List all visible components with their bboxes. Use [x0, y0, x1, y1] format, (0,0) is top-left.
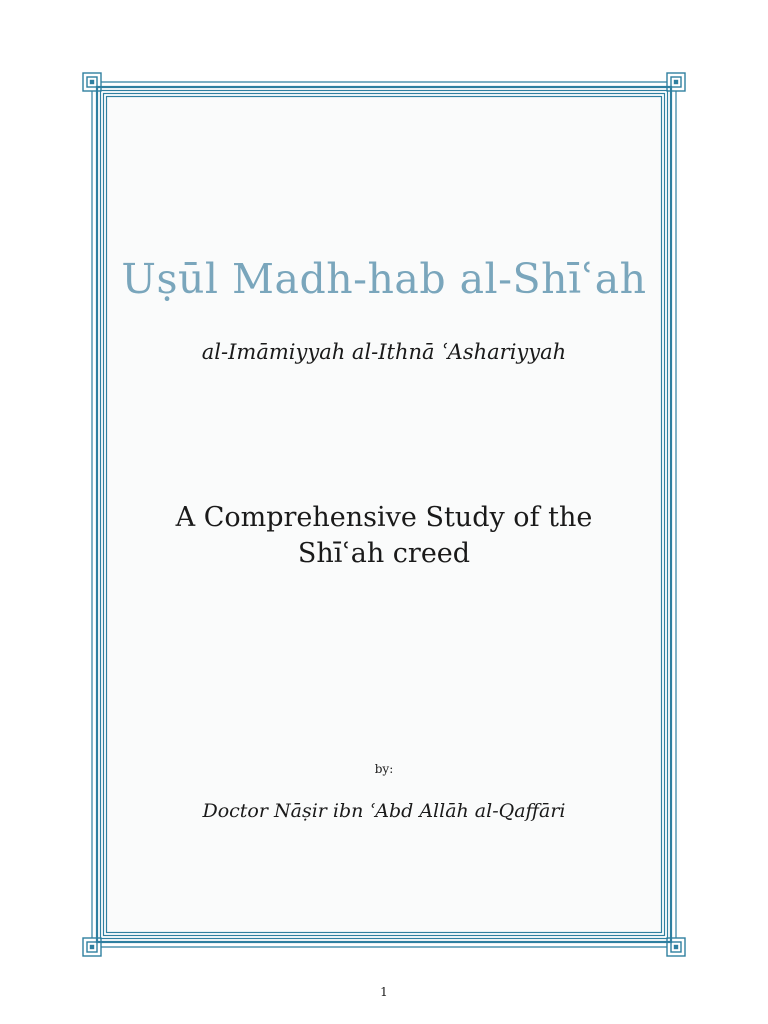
corner-key-ornament	[667, 73, 685, 91]
corner-key-ornament	[83, 938, 101, 956]
document-heading	[0, 500, 768, 572]
document-title: Uṣūl Madh-hab al-Shīʿah	[121, 255, 647, 303]
corner-key-ornament	[83, 73, 101, 91]
heading-line-1: A Comprehensive Study of the	[175, 502, 593, 533]
page-number: 1	[380, 985, 388, 999]
by-label: by:	[374, 762, 394, 776]
heading-line-2: Shīʿah creed	[297, 538, 471, 569]
author-name: Doctor Nāṣir ibn ʿAbd Allāh al-Qaffāri	[202, 800, 566, 822]
corner-key-ornament	[667, 938, 685, 956]
document-subtitle: al-Imāmiyyah al-Ithnā ʿAshariyyah	[201, 340, 567, 364]
